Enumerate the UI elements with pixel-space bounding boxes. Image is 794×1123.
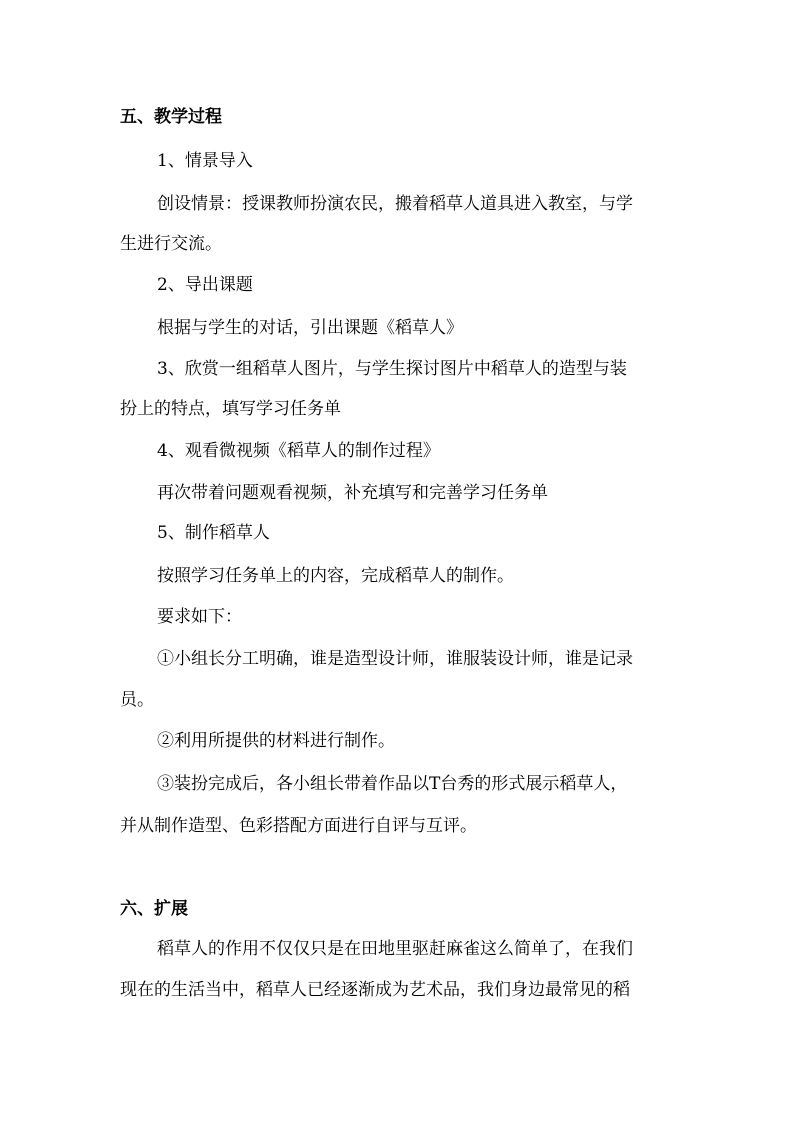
step-title-5: 5、制作稻草人 — [157, 523, 270, 543]
requirement-item-2: ②利用所提供的材料进行制作。 — [157, 731, 395, 751]
paragraph-line: 现在的生活当中，稻草人已经逐渐成为艺术品，我们身边最常见的稻 — [120, 980, 630, 1000]
requirement-item-1: ①小组长分工明确，谁是造型设计师，谁服装设计师，谁是记录 — [157, 649, 633, 669]
step-title-1: 1、情景导入 — [157, 151, 253, 171]
paragraph-line: 稻草人的作用不仅仅只是在田地里驱赶麻雀这么简单了，在我们 — [157, 939, 633, 959]
paragraph-line: 再次带着问题观看视频，补充填写和完善学习任务单 — [157, 483, 548, 503]
requirement-item-3-cont: 并从制作造型、色彩搭配方面进行自评与互评。 — [120, 816, 477, 836]
step-title-2: 2、导出课题 — [157, 275, 253, 295]
section-heading-teaching-process: 五、教学过程 — [120, 107, 222, 127]
section-heading-extension: 六、扩展 — [120, 899, 188, 919]
paragraph-line: 要求如下： — [157, 607, 242, 627]
paragraph-line: 创设情景：授课教师扮演农民，搬着稻草人道具进入教室，与学 — [157, 194, 633, 214]
step-title-3: 3、欣赏一组稻草人图片，与学生探讨图片中稻草人的造型与装 — [157, 359, 627, 379]
paragraph-line: 根据与学生的对话，引出课题《稻草人》 — [157, 318, 463, 338]
paragraph-line: 生进行交流。 — [120, 234, 222, 254]
step-title-3-cont: 扮上的特点，填写学习任务单 — [120, 399, 341, 419]
requirement-item-3: ③装扮完成后，各小组长带着作品以T台秀的形式展示稻草人， — [157, 774, 628, 794]
paragraph-line: 按照学习任务单上的内容，完成稻草人的制作。 — [157, 566, 514, 586]
requirement-item-1-cont: 员。 — [120, 690, 154, 710]
step-title-4: 4、观看微视频《稻草人的制作过程》 — [157, 441, 440, 461]
